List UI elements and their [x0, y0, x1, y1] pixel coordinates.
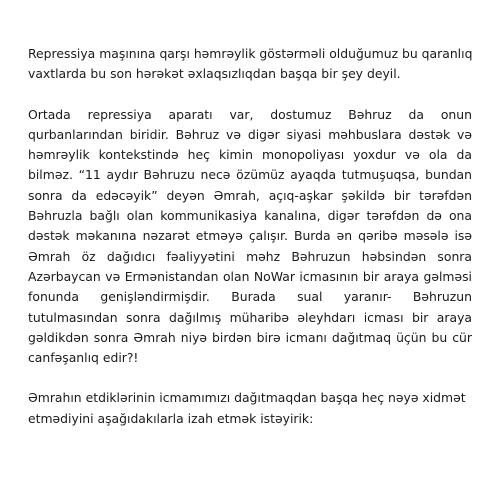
document-body — [28, 44, 472, 449]
text-line: vaxtlarda bu son hərəkət əxlaqsızlıqdan başqa bir şey deyil. — [28, 66, 401, 82]
paragraph-main: Ortada repressiya aparatı var, dostumuz Bəhruz da onun qurbanlarından biridir. Bəhruz və digər siyasi məhbuslara dəstək və həmrəylik kontekstində heç kimin monopoliyası yoxdur və ola da bilməz. “11 aydır Bəhruzu necə özümüz ayaqda tutmuşuqsa, bundan sonra da edəcəyik” deyən Əmrah, açıq-aşkar şəkildə bir tərəfdən Bəhruzla bağlı olan kommunikasiya kanalına, digər tərəfdən də ona dəstək məkanına nəzarət etməyə çalışır. Burda ən qəribə məsələ isə Əmrah öz dağıdıcı fəaliyyətini məhz Bəhruzun həbsindən sonra Azərbaycan və Ermənistandan olan NoWar icmasının bir araya gəlməsi fonunda genişləndirmişdir. Burada sual yaranır- Bəhruzun tutulmasından sonra dağılmış müharibə əleyhdarı icması bir araya gəldikdən sonra Əmrah niyə birdən birə icmanı dağıtmaq üçün bu cür canfəşanlıq edir?! — [28, 106, 472, 366]
paragraph-closing — [28, 388, 472, 429]
text-line: Repressiya maşınına qarşı həmrəylik göstərməli olduğumuz bu qaranlıq — [28, 46, 473, 61]
text-line: Əmrahın etdiklərinin icmamımızı dağıtmaqdan başqa heç nəyə xidmət — [28, 390, 466, 406]
paragraph-intro — [28, 44, 472, 85]
text-line: etmədiyini aşağıdakılarla izah etmək istəyirik: — [28, 410, 314, 426]
